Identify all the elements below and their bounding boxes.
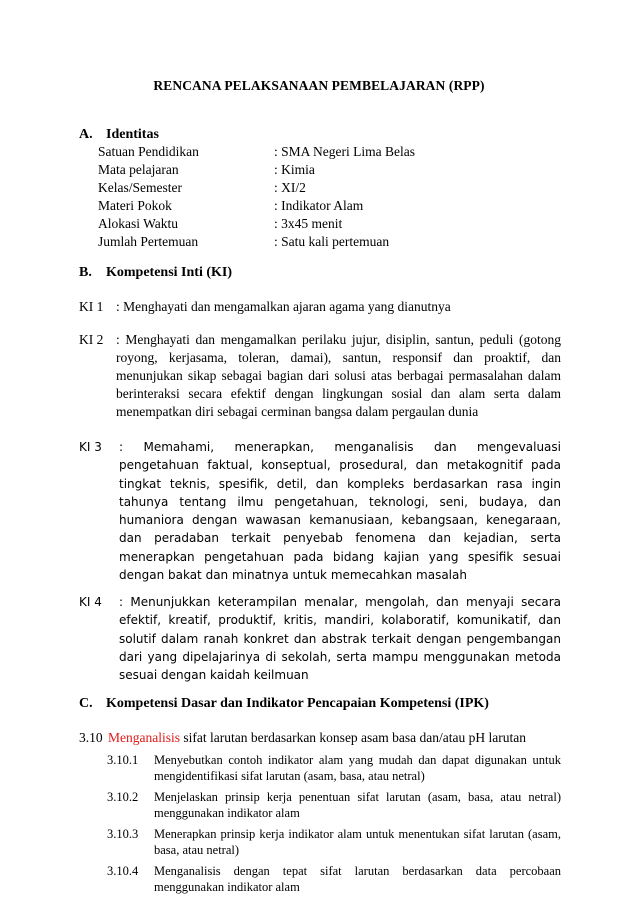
ki-item: [79, 298, 561, 316]
identity-key: Satuan Pendidikan: [98, 144, 199, 159]
identity-key: Jumlah Pertemuan: [98, 234, 199, 249]
ipk-text: Menyebutkan contoh indikator alam yang mudah dan dapat digunakan untuk mengidentifikasi sifat larutan (asam, basa, atau netral): [154, 753, 561, 783]
identity-key: Materi Pokok: [98, 198, 172, 213]
section-a-label: A.: [79, 127, 93, 142]
identity-row: [98, 233, 389, 251]
section-b-heading: [79, 265, 232, 281]
section-c-title: Kompetensi Dasar dan Indikator Pencapaian Kompetensi (IPK): [106, 696, 489, 711]
ipk-item: [107, 863, 561, 895]
ki-text: : Memahami, menerapkan, menganalisis dan mengevaluasi pengetahuan faktual, konseptual, prosedural, dan metakognitif pada tingkat teknis, spesifik, detil, dan kompleks berdasarkan rasa ingin tahunya tentang ilmu pengetahuan, teknologi, seni, budaya, dan humaniora dengan wawasan kemanusiaan, kebangsaan, kenegaraan, dan peradaban terkait penyebab fenomena dan kejadian, serta menerapkan pengetahuan pada bidang kajian yang spesifik sesuai dengan bakat dan minatnya untuk memecahkan masalah: [119, 440, 561, 583]
identity-row: [98, 215, 342, 233]
identity-value: : Indikator Alam: [274, 198, 364, 213]
page-title: RENCANA PELAKSANAAN PEMBELAJARAN (RPP): [153, 78, 485, 93]
identity-value: : Satu kali pertemuan: [274, 234, 390, 249]
ki-text: : Menghayati dan mengamalkan perilaku jujur, disiplin, santun, peduli (gotong royong, kerjasama, toleran, damai), santun, responsif dan proaktif, dan menunjukan sikap sebagai bagian dari solusi atas berbagai permasalahan dalam berinteraksi secara efektif dengan lingkungan sosial dan alam serta dalam menempatkan diri sebagai cerminan bangsa dalam pergaulan dunia: [116, 332, 561, 419]
ki-text: : Menghayati dan mengamalkan ajaran agama yang dianutnya: [116, 299, 451, 314]
section-a-heading: [79, 127, 159, 143]
kd-number: 3.10: [79, 730, 103, 745]
identity-value: : XI/2: [274, 180, 306, 195]
ki-item: [79, 438, 561, 584]
kd-text: sifat larutan berdasarkan konsep asam basa dan/atau pH larutan: [180, 730, 526, 745]
identity-key: Kelas/Semester: [98, 180, 182, 195]
identity-row: [98, 179, 306, 197]
ipk-number: 3.10.2: [107, 790, 139, 804]
ipk-text: Menjelaskan prinsip kerja penentuan sifat larutan (asam, basa, atau netral) menggunakan indikator alam: [154, 790, 561, 820]
ki-code: KI 2: [79, 332, 104, 347]
ki-code: KI 4: [79, 595, 102, 609]
ki-code: KI 3: [79, 440, 102, 454]
section-b-label: B.: [79, 265, 92, 280]
ipk-item: [107, 826, 561, 858]
ipk-item: [107, 752, 561, 784]
section-c-label: C.: [79, 696, 93, 711]
identity-value: : SMA Negeri Lima Belas: [274, 144, 415, 159]
section-b-title: Kompetensi Inti (KI): [106, 265, 232, 280]
kd-line: [79, 730, 526, 746]
ipk-text: Menerapkan prinsip kerja indikator alam untuk menentukan sifat larutan (asam, basa, atau netral): [154, 827, 561, 857]
ipk-text: Menganalisis dengan tepat sifat larutan berdasarkan data percobaan menggunakan indikator alam: [154, 864, 561, 894]
ipk-item: [107, 789, 561, 821]
kd-highlight: Menganalisis: [108, 730, 180, 745]
ki-item: [79, 593, 561, 684]
section-a-title: Identitas: [106, 127, 159, 142]
identity-row: [98, 161, 315, 179]
ki-text: : Menunjukkan keterampilan menalar, mengolah, dan menyaji secara efektif, kreatif, produktif, kritis, mandiri, kolaboratif, komunikatif, dan solutif dalam ranah konkret dan abstrak terkait dengan pengembangan dari yang dipelajarinya di sekolah, serta mampu menggunakan metoda sesuai dengan kaidah keilmuan: [119, 595, 561, 683]
ipk-number: 3.10.3: [107, 827, 139, 841]
identity-key: Mata pelajaran: [98, 162, 179, 177]
ipk-number: 3.10.1: [107, 753, 139, 767]
ki-code: KI 1: [79, 299, 104, 314]
identity-row: [98, 197, 363, 215]
identity-value: : Kimia: [274, 162, 315, 177]
identity-value: : 3x45 menit: [274, 216, 343, 231]
section-c-heading: [79, 696, 489, 712]
identity-key: Alokasi Waktu: [98, 216, 179, 231]
ki-item: [79, 331, 561, 421]
identity-row: [98, 143, 415, 161]
ipk-number: 3.10.4: [107, 864, 139, 878]
